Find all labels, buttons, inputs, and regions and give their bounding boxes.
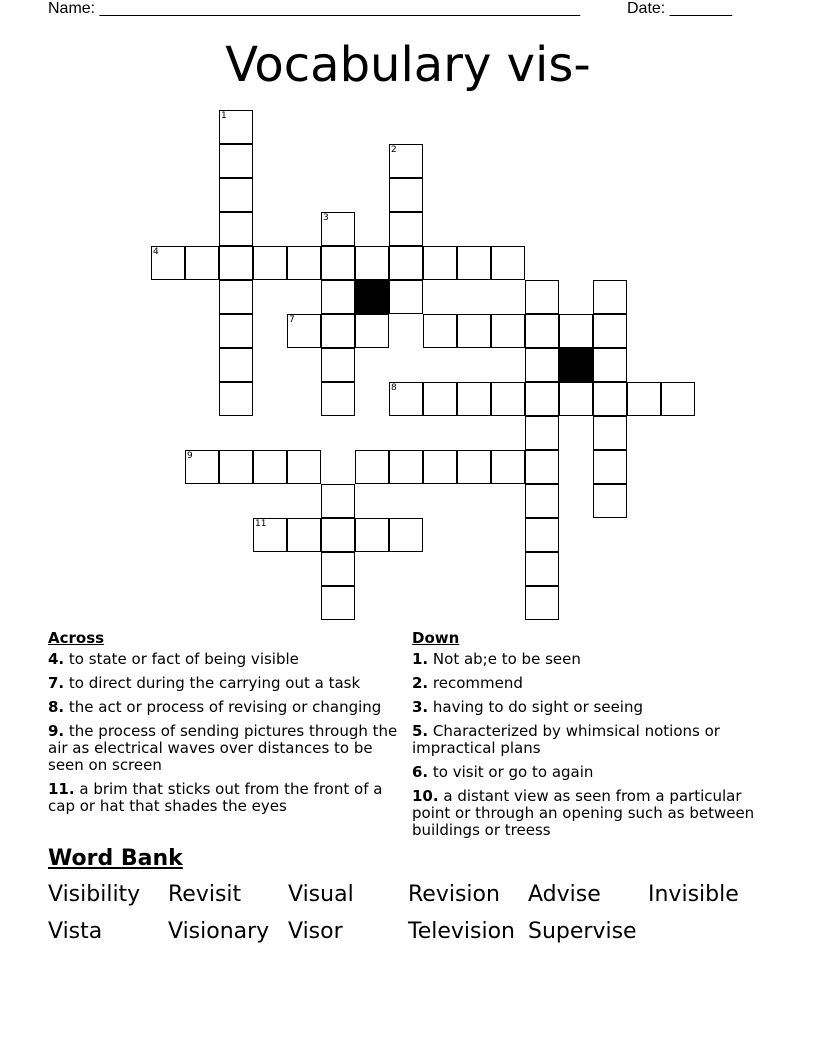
clue-number: 2 <box>391 145 397 155</box>
crossword-cell[interactable] <box>457 382 491 416</box>
crossword-cell[interactable] <box>219 382 253 416</box>
crossword-cell[interactable] <box>321 552 355 586</box>
crossword-black-cell <box>559 348 593 382</box>
crossword-cell[interactable] <box>525 450 559 484</box>
crossword-cell[interactable] <box>253 450 287 484</box>
down-clue: 5. Characterized by whimsical notions or impractical plans <box>412 722 720 757</box>
clue-number: 1 <box>221 111 227 121</box>
crossword-black-cell <box>355 280 389 314</box>
clue-number: 11 <box>255 519 267 529</box>
crossword-cell[interactable] <box>389 246 423 280</box>
crossword-cell[interactable] <box>525 280 559 314</box>
crossword-cell[interactable] <box>219 110 253 144</box>
word-bank-item: Revisit <box>168 882 242 907</box>
crossword-cell[interactable] <box>389 518 423 552</box>
crossword-cell[interactable] <box>321 246 355 280</box>
clue-number: 3 <box>323 213 329 223</box>
across-clue: 8. the act or process of revising or changing <box>48 698 382 716</box>
word-bank-item: Revision <box>408 882 500 907</box>
across-heading: Across <box>48 629 105 647</box>
crossword-cell[interactable] <box>457 450 491 484</box>
crossword-cell[interactable] <box>321 280 355 314</box>
crossword-cell[interactable] <box>321 382 355 416</box>
down-clue: 10. a distant view as seen from a particular point or through an opening such as between buildings or treess <box>412 787 755 839</box>
word-bank-item: Invisible <box>648 882 739 907</box>
crossword-cell[interactable] <box>457 246 491 280</box>
crossword-cell[interactable] <box>423 382 457 416</box>
crossword-cell[interactable] <box>219 178 253 212</box>
crossword-cell[interactable] <box>219 450 253 484</box>
crossword-cell[interactable] <box>491 382 525 416</box>
down-clue: 1. Not ab;e to be seen <box>412 650 581 668</box>
down-clue: 3. having to do sight or seeing <box>412 698 643 716</box>
crossword-cell[interactable] <box>185 450 219 484</box>
crossword-cell[interactable] <box>627 382 661 416</box>
crossword-cell[interactable] <box>389 450 423 484</box>
clue-number: 9 <box>187 451 193 461</box>
crossword-cell[interactable] <box>525 416 559 450</box>
crossword-cell[interactable] <box>525 382 559 416</box>
down-clue: 6. to visit or go to again <box>412 763 594 781</box>
crossword-cell[interactable] <box>151 246 185 280</box>
down-heading: Down <box>412 629 460 647</box>
crossword-cell[interactable] <box>593 484 627 518</box>
crossword-cell[interactable] <box>219 246 253 280</box>
word-bank-item: Visual <box>288 882 354 907</box>
clue-number: 4 <box>153 247 159 257</box>
crossword-cell[interactable] <box>185 246 219 280</box>
crossword-cell[interactable] <box>355 246 389 280</box>
crossword-cell[interactable] <box>287 246 321 280</box>
crossword-cell[interactable] <box>593 348 627 382</box>
word-bank-item: Vista <box>48 919 103 944</box>
crossword-cell[interactable] <box>355 518 389 552</box>
across-clues <box>48 630 398 822</box>
crossword-cell[interactable] <box>287 450 321 484</box>
word-bank <box>48 881 768 946</box>
word-bank-item: Advise <box>528 882 601 907</box>
crossword-cell[interactable] <box>219 348 253 382</box>
crossword-cell[interactable] <box>389 280 423 314</box>
clue-number: 7 <box>289 315 295 325</box>
crossword-cell[interactable] <box>321 484 355 518</box>
clue-number: 8 <box>391 383 397 393</box>
crossword-cell[interactable] <box>389 382 423 416</box>
crossword-cell[interactable] <box>219 280 253 314</box>
crossword-cell[interactable] <box>457 314 491 348</box>
across-clue: 9. the process of sending pictures through the air as electrical waves over distances to be seen on screen <box>48 722 398 774</box>
crossword-cell[interactable] <box>491 450 525 484</box>
crossword-cell[interactable] <box>593 314 627 348</box>
crossword-cell[interactable] <box>355 314 389 348</box>
word-bank-item: Visionary <box>168 919 270 944</box>
name-field-label: Name: ______________________________________________________ <box>48 0 581 17</box>
crossword-cell[interactable] <box>423 314 457 348</box>
crossword-cell[interactable] <box>389 212 423 246</box>
word-bank-item: Television <box>408 919 515 944</box>
word-bank-title: Word Bank <box>48 846 183 871</box>
crossword-cell[interactable] <box>593 450 627 484</box>
crossword-cell[interactable] <box>287 314 321 348</box>
crossword-cell[interactable] <box>661 382 695 416</box>
crossword-cell[interactable] <box>525 586 559 620</box>
crossword-cell[interactable] <box>321 586 355 620</box>
crossword-cell[interactable] <box>321 518 355 552</box>
down-clues <box>412 630 772 846</box>
crossword-cell[interactable] <box>219 144 253 178</box>
crossword-cell[interactable] <box>389 178 423 212</box>
crossword-cell[interactable] <box>593 280 627 314</box>
crossword-cell[interactable] <box>525 484 559 518</box>
crossword-cell[interactable] <box>355 450 389 484</box>
crossword-cell[interactable] <box>525 518 559 552</box>
crossword-cell[interactable] <box>491 314 525 348</box>
crossword-cell[interactable] <box>491 246 525 280</box>
crossword-cell[interactable] <box>321 348 355 382</box>
word-bank-item: Supervise <box>528 919 637 944</box>
crossword-cell[interactable] <box>253 518 287 552</box>
crossword-cell[interactable] <box>525 348 559 382</box>
across-clue: 11. a brim that sticks out from the front of a cap or hat that shades the eyes <box>48 780 383 815</box>
down-clue: 2. recommend <box>412 674 523 692</box>
word-bank-item: Visor <box>288 919 343 944</box>
crossword-cell[interactable] <box>321 212 355 246</box>
crossword-cell[interactable] <box>219 212 253 246</box>
crossword-cell[interactable] <box>321 314 355 348</box>
crossword-cell[interactable] <box>559 314 593 348</box>
across-clue: 7. to direct during the carrying out a task <box>48 674 361 692</box>
crossword-cell[interactable] <box>423 450 457 484</box>
across-clue: 4. to state or fact of being visible <box>48 650 299 668</box>
crossword-cell[interactable] <box>559 382 593 416</box>
crossword-cell[interactable] <box>525 314 559 348</box>
crossword-cell[interactable] <box>593 416 627 450</box>
page-title: Vocabulary vis- <box>225 37 591 93</box>
crossword-cell[interactable] <box>219 314 253 348</box>
crossword-cell[interactable] <box>287 518 321 552</box>
crossword-cell[interactable] <box>593 382 627 416</box>
crossword-cell[interactable] <box>525 552 559 586</box>
word-bank-item: Visibility <box>48 882 141 907</box>
crossword-cell[interactable] <box>253 246 287 280</box>
crossword-cell[interactable] <box>423 246 457 280</box>
crossword-cell[interactable] <box>389 144 423 178</box>
date-field-label: Date: _______ <box>627 0 732 17</box>
